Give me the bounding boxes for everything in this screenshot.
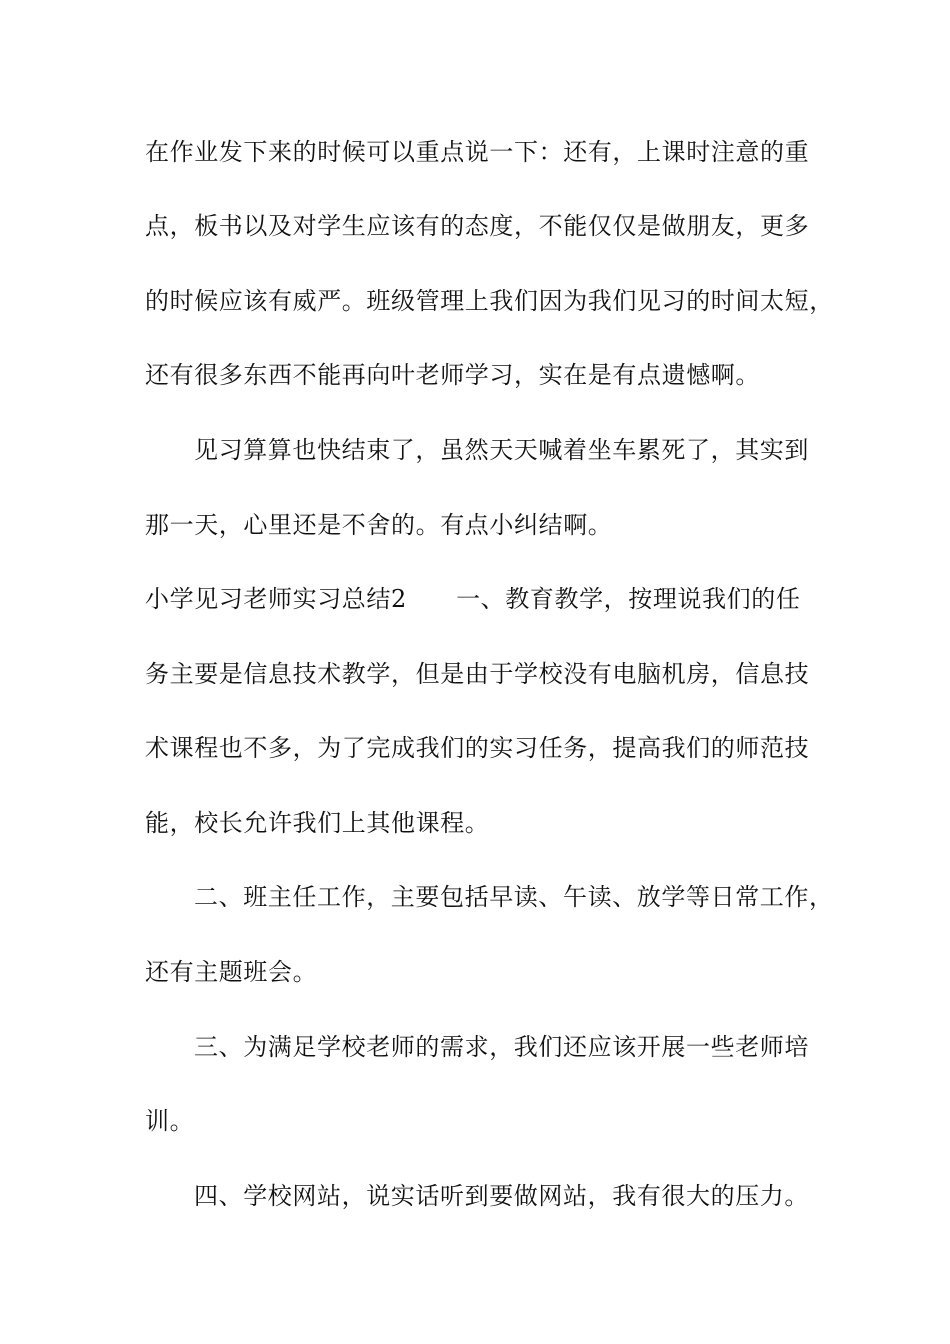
text-line: 的时候应该有威严。班级管理上我们因为我们见习的时间太短， <box>145 287 834 315</box>
text-line: 那一天，心里还是不舍的。有点小纠结啊。 <box>145 511 613 539</box>
text-line: 能，校长允许我们上其他课程。 <box>145 809 490 837</box>
text-line: 还有很多东西不能再向叶老师学习，实在是有点遗憾啊。 <box>145 361 760 389</box>
paragraph-first-line: 四、学校网站，说实话听到要做网站，我有很大的压力。 <box>194 1182 809 1210</box>
text-line: 还有主题班会。 <box>145 958 318 986</box>
section-heading-line: 小学见习老师实习总结2 一、教育教学，按理说我们的任 <box>145 585 801 613</box>
text-line: 点，板书以及对学生应该有的态度，不能仅仅是做朋友，更多 <box>145 212 810 240</box>
text-line: 术课程也不多，为了完成我们的实习任务，提高我们的师范技 <box>145 734 810 762</box>
text-line: 训。 <box>145 1107 195 1135</box>
paragraph-first-line: 三、为满足学校老师的需求，我们还应该开展一些老师培 <box>194 1033 809 1061</box>
text-line: 在作业发下来的时候可以重点说一下：还有，上课时注意的重 <box>145 138 810 166</box>
paragraph-first-line: 二、班主任工作，主要包括早读、午读、放学等日常工作， <box>194 883 834 911</box>
text-line: 务主要是信息技术教学，但是由于学校没有电脑机房，信息技 <box>145 660 810 688</box>
paragraph-first-line: 见习算算也快结束了，虽然天天喊着坐车累死了，其实到 <box>194 436 809 464</box>
